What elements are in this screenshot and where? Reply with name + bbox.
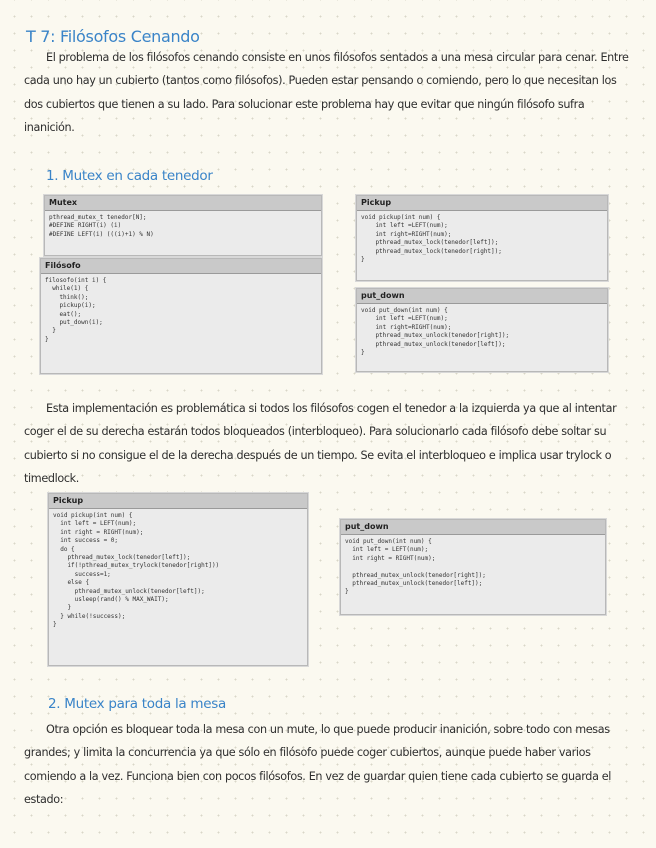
code-block-header: Filósofo [41,259,321,274]
code-block-pickup [356,195,608,281]
code-text: void put_down(int num) { int left = LEFT(num); int right = RIGHT(num); pthread_mutex_unlock(tenedor[right]); pthread_mutex_unlock(tenedor[left]); } [345,538,486,596]
code-text: pthread_mutex_t tenedor[N]; #DEFINE RIGHT(i) (i) #DEFINE LEFT(i) (((i)+1) % N) [49,214,154,238]
paragraph-3: Otra opción es bloquear toda la mesa con un mute, lo que puede producir inanición, sobre todo con mesas grandes; y limita la concurrencia ya que sólo en filósofo puede coger cubiertos, aunque puede haber varios comiendo a la vez. Funciona bien con pocos filósofos. En vez de guardar quien tiene cada cubierto se guarda el estado: [24,723,612,806]
code-block-put-down-2 [340,519,606,615]
code-text: void pickup(int num) { int left = LEFT(num); int right = RIGHT(num); int success = 0; do { pthread_mutex_lock(tenedor[left]); if(!pthread_mutex_trylock(tenedor[right])) success=1; else { pthread_mutex_unlock(tenedor[left]); usleep(rand() % MAX_WAIT); } } while(!success); } [53,512,220,629]
code-block-header: put_down [357,289,607,304]
code-block-pickup-trylock [48,493,308,666]
code-block-mutex [44,195,322,256]
section-1-heading: 1. Mutex en cada tenedor [46,168,213,184]
section-2-heading: 2. Mutex para toda la mesa [48,696,226,712]
code-block-put-down [356,288,608,372]
code-block-header: Pickup [357,196,607,211]
code-block-header: put_down [341,520,605,535]
code-text: filosofo(int i) { while(1) { think(); pickup(i); eat(); put_down(i); } } [45,277,107,343]
code-block-filosofo [40,258,322,374]
code-text: void pickup(int num) { int left =LEFT(num); int right=RIGHT(num); pthread_mutex_lock(tenedor[left]); pthread_mutex_lock(tenedor[right]); } [361,214,502,264]
code-block-header: Pickup [49,494,307,509]
paragraph-2: Esta implementación es problemática si todos los filósofos cogen el tenedor a la izquierda ya que al intentar coger el de su derecha estarán todos bloqueados (interbloqueo). Para solucionarlo cada filósofo debe soltar su cubierto si no consigue el de la derecha después de un tiempo. Se evita el interbloqueo e implica usar trylock o timedlock. [24,402,617,485]
page-title: T 7: Filósofos Cenando [26,27,200,46]
code-text: void put_down(int num) { int left =LEFT(num); int right=RIGHT(num); pthread_mutex_unlock(tenedor[right]); pthread_mutex_unlock(tenedor[left]); } [361,307,510,357]
intro-paragraph: El problema de los filósofos cenando consiste en unos filósofos sentados a una mesa circular para cenar. Entre cada uno hay un cubierto (tantos como filósofos). Pueden estar pensando o comiendo, pero lo que necesitan los dos cubiertos que tienen a su lado. Para solucionar este problema hay que evitar que ningún filósofo sufra inanición. [24,51,629,134]
code-block-header: Mutex [45,196,321,211]
